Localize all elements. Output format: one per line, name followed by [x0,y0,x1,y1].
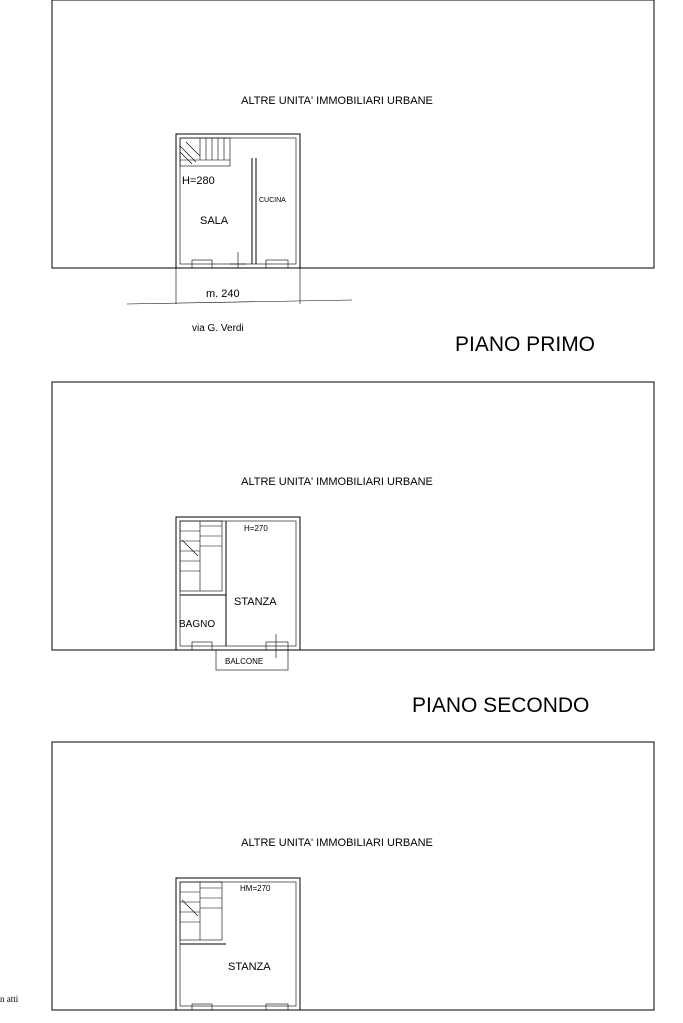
room-label-stanza: STANZA [234,596,277,608]
balcony-label: BALCONE [225,657,264,666]
block-label: ALTRE UNITA' IMMOBILIARI URBANE [241,95,433,107]
building-outline [52,742,654,1010]
street-line [127,300,352,304]
floor-1-plan [52,0,654,356]
building-outline [52,382,654,650]
block-label: ALTRE UNITA' IMMOBILIARI URBANE [241,837,433,849]
margin-note: n atti [0,994,19,1004]
height-label: H=280 [182,175,215,187]
floor-title: PIANO PRIMO [455,333,596,356]
room-label-cucina: CUCINA [259,197,286,204]
staircase-icon [180,138,230,166]
room-label-stanza: STANZA [228,961,271,973]
unit-outline [176,517,300,650]
front-openings [192,252,288,268]
floor-title: PIANO SECONDO [412,694,590,717]
street-label: via G. Verdi [192,323,244,334]
front-openings [192,1004,288,1010]
height-label: HM=270 [240,884,271,893]
dimension-label: m. 240 [206,288,240,300]
floor-3-plan [52,742,654,1010]
room-label-sala: SALA [200,215,229,227]
staircase-icon [180,521,222,591]
staircase-icon [180,882,222,940]
room-label-bagno: BAGNO [179,619,216,630]
building-outline [52,0,654,268]
floor-2-plan [52,382,654,717]
block-label: ALTRE UNITA' IMMOBILIARI URBANE [241,476,433,488]
height-label: H=270 [244,524,268,533]
